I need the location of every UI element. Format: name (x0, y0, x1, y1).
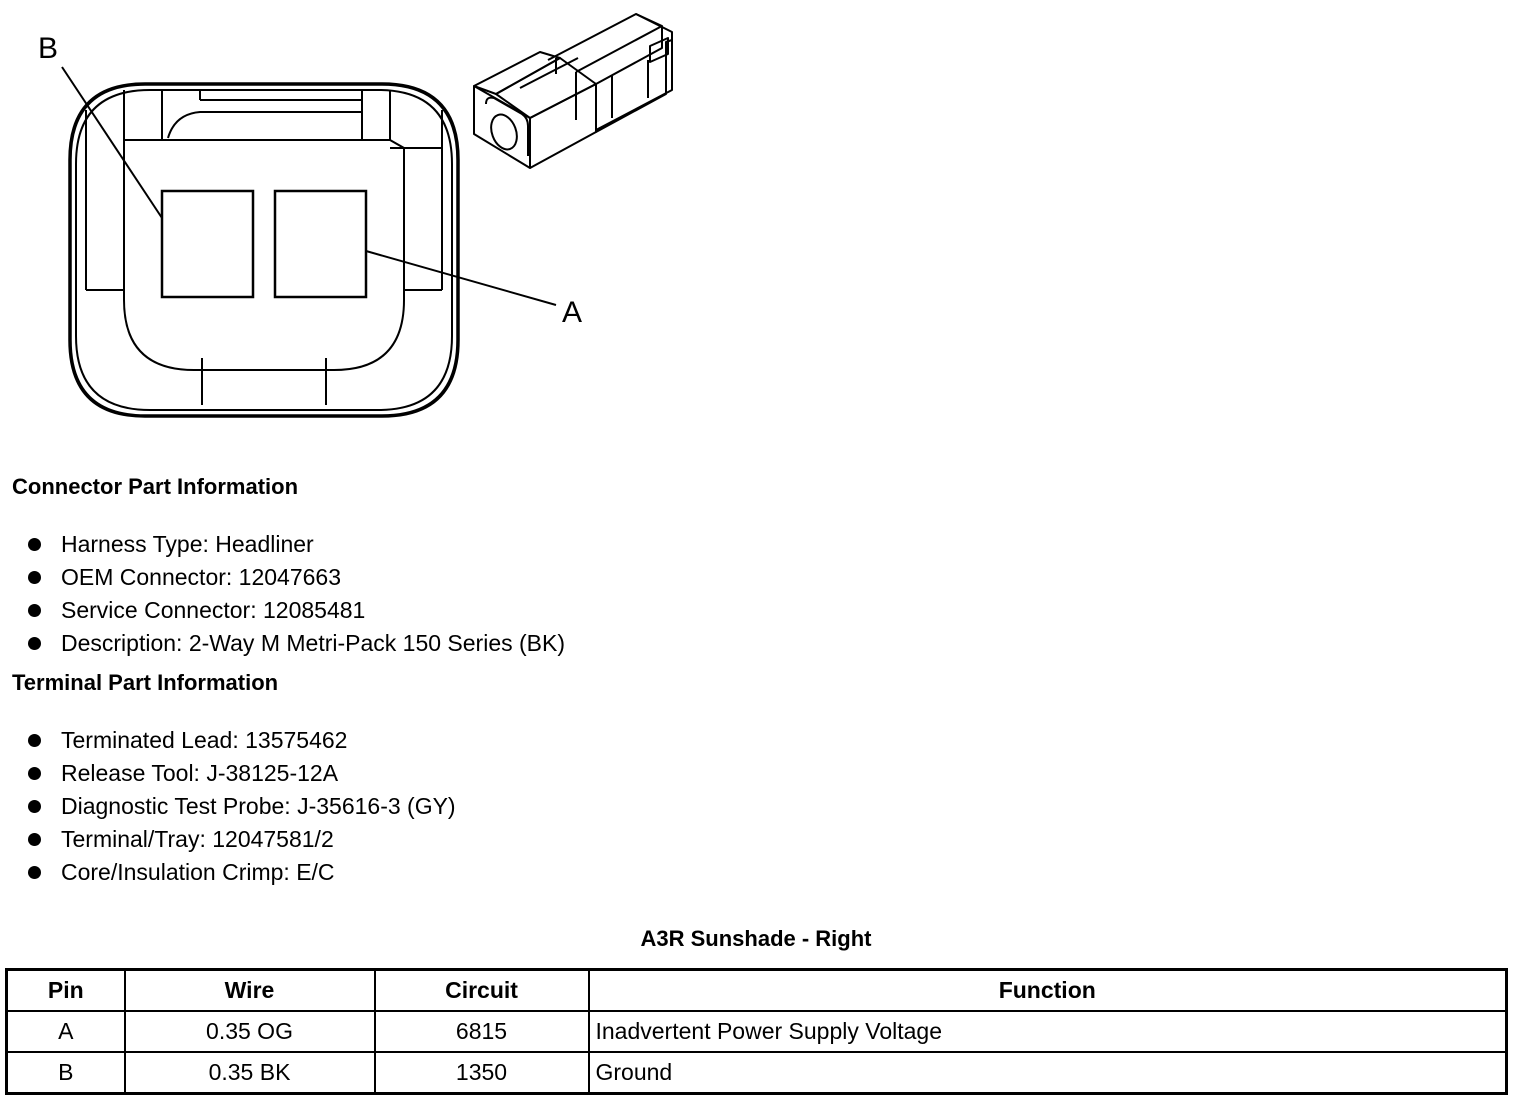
bullet-icon (28, 800, 41, 813)
list-item (28, 594, 565, 627)
list-item-text: Terminated Lead: 13575462 (61, 727, 348, 753)
bullet-icon (28, 833, 41, 846)
bullet-icon (28, 637, 41, 650)
cell-circuit: 6815 (375, 1011, 589, 1052)
list-item (28, 790, 456, 823)
terminal-cavity (124, 140, 404, 370)
connector-face (62, 67, 556, 416)
list-item-text: Terminal/Tray: 12047581/2 (61, 826, 334, 852)
terminal-a (275, 191, 366, 297)
table-row (7, 1052, 1507, 1094)
terminal-part-info-list (28, 724, 456, 889)
list-item (28, 757, 456, 790)
list-item-text: Service Connector: 12085481 (61, 597, 366, 623)
leader-line-a (366, 251, 556, 305)
cell-pin: A (7, 1011, 125, 1052)
list-item-text: Core/Insulation Crimp: E/C (61, 859, 335, 885)
top-latch-left (124, 90, 162, 140)
bullet-icon (28, 538, 41, 551)
list-item (28, 724, 456, 757)
connector-diagram (0, 0, 1520, 440)
cell-function: Ground (589, 1052, 1507, 1094)
cell-wire: 0.35 OG (125, 1011, 375, 1052)
table-header-row (7, 970, 1507, 1012)
list-item (28, 561, 565, 594)
list-item-text: Description: 2-Way M Metri-Pack 150 Series (BK) (61, 630, 566, 656)
top-latch-bridge (168, 112, 362, 138)
terminal-b (162, 191, 253, 297)
column-header-circuit: Circuit (375, 970, 589, 1012)
cell-pin: B (7, 1052, 125, 1094)
connector-inner-shell (76, 90, 452, 410)
pin-label-b: B (38, 32, 59, 65)
connector-outer-shell (70, 84, 458, 416)
list-item-text: Harness Type: Headliner (61, 531, 314, 557)
column-header-pin: Pin (7, 970, 125, 1012)
list-item-text: Diagnostic Test Probe: J-35616-3 (GY) (61, 793, 456, 819)
top-latch-right (362, 90, 390, 140)
cell-wire: 0.35 BK (125, 1052, 375, 1094)
table-title: A3R Sunshade - Right (640, 926, 872, 951)
connector-part-info-list (28, 528, 565, 660)
cell-circuit: 1350 (375, 1052, 589, 1094)
connector-part-info-heading: Connector Part Information (12, 474, 299, 499)
bullet-icon (28, 604, 41, 617)
pin-table (5, 968, 1508, 1095)
list-item-text: Release Tool: J-38125-12A (61, 760, 339, 786)
list-item (28, 856, 456, 889)
cell-function: Inadvertent Power Supply Voltage (589, 1011, 1507, 1052)
bullet-icon (28, 767, 41, 780)
list-item (28, 627, 565, 660)
pin-label-a: A (562, 296, 583, 329)
list-item-text: OEM Connector: 12047663 (61, 564, 342, 590)
terminal-part-info-heading: Terminal Part Information (12, 670, 279, 695)
connector-isometric-icon (474, 14, 672, 168)
column-header-wire: Wire (125, 970, 375, 1012)
bullet-icon (28, 734, 41, 747)
column-header-function: Function (589, 970, 1507, 1012)
list-item (28, 528, 565, 561)
list-item (28, 823, 456, 856)
bullet-icon (28, 571, 41, 584)
bullet-icon (28, 866, 41, 879)
table-row (7, 1011, 1507, 1052)
